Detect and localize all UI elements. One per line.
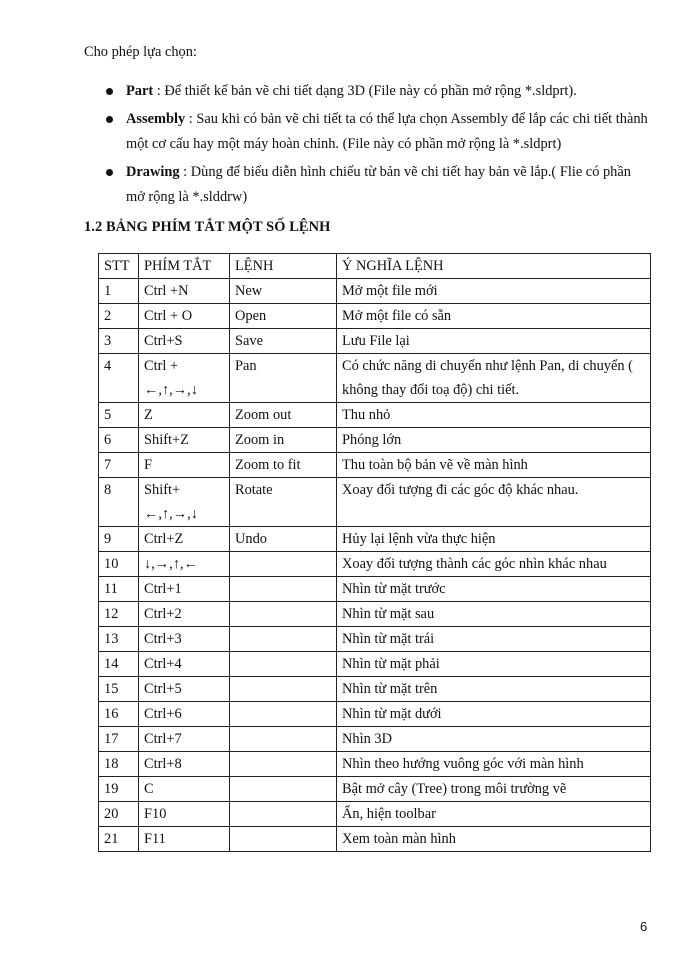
list-item-text: : Dùng để biểu diễn hình chiếu từ bản vẽ chi tiết hay bản vẽ lắp.( Flie có phần mở rộng là *.slddrw) — [126, 164, 631, 205]
cell-command — [230, 827, 337, 852]
section-heading: 1.2 BẢNG PHÍM TẮT MỘT SỐ LỆNH — [84, 219, 331, 235]
table-row — [99, 279, 651, 304]
cell-meaning: Xem toàn màn hình — [337, 827, 651, 852]
cell-meaning: Lưu File lại — [337, 329, 651, 354]
cell-shortcut: Ctrl+3 — [139, 627, 230, 652]
cell-meaning: Có chức năng di chuyển như lệnh Pan, di chuyển ( không thay đổi toạ độ) chi tiết. — [337, 354, 651, 403]
cell-stt: 10 — [99, 552, 139, 577]
cell-stt: 6 — [99, 428, 139, 453]
bullet-icon — [106, 116, 113, 123]
cell-shortcut: ↓,→,↑,← — [139, 552, 230, 577]
cell-command — [230, 677, 337, 702]
cell-command: Zoom to fit — [230, 453, 337, 478]
cell-stt: 20 — [99, 802, 139, 827]
list-item-text: : Sau khi có bản vẽ chi tiết ta có thể lựa chọn Assembly để lắp các chi tiết thành một cơ cấu hay một máy hoàn chỉnh. (File này có phần mở rộng là *.sldprt) — [126, 111, 648, 152]
table-header-row — [99, 254, 651, 279]
cell-meaning: Ẩn, hiện toolbar — [337, 802, 651, 827]
cell-stt: 16 — [99, 702, 139, 727]
cell-meaning: Phóng lớn — [337, 428, 651, 453]
cell-shortcut: Shift+ ←,↑,→,↓ — [139, 478, 230, 527]
table-row — [99, 577, 651, 602]
cell-command: Rotate — [230, 478, 337, 527]
column-header-meaning: Ý NGHĨA LỆNH — [337, 254, 651, 279]
cell-stt: 17 — [99, 727, 139, 752]
table-row — [99, 702, 651, 727]
list-item-term: Assembly — [126, 111, 186, 127]
cell-command — [230, 702, 337, 727]
cell-shortcut: Ctrl+S — [139, 329, 230, 354]
bullet-icon — [106, 88, 113, 95]
table-row — [99, 428, 651, 453]
table-row — [99, 677, 651, 702]
cell-command — [230, 752, 337, 777]
table-body — [99, 279, 651, 852]
cell-command — [230, 777, 337, 802]
cell-command — [230, 727, 337, 752]
cell-stt: 11 — [99, 577, 139, 602]
cell-stt: 13 — [99, 627, 139, 652]
cell-command: Undo — [230, 527, 337, 552]
column-header-command: LỆNH — [230, 254, 337, 279]
table-row — [99, 453, 651, 478]
cell-command — [230, 627, 337, 652]
cell-shortcut: Ctrl+8 — [139, 752, 230, 777]
list-item-text: : Để thiết kế bản vẽ chi tiết dạng 3D (File này có phần mở rộng *.sldprt). — [153, 83, 577, 99]
cell-meaning: Thu toàn bộ bản vẽ về màn hình — [337, 453, 651, 478]
cell-stt: 14 — [99, 652, 139, 677]
table-row — [99, 354, 651, 403]
table-row — [99, 752, 651, 777]
cell-meaning: Mở một file có sẵn — [337, 304, 651, 329]
cell-meaning: Nhìn theo hướng vuông góc với màn hình — [337, 752, 651, 777]
cell-meaning: Nhìn từ mặt phải — [337, 652, 651, 677]
cell-stt: 2 — [99, 304, 139, 329]
cell-stt: 12 — [99, 602, 139, 627]
cell-shortcut: Ctrl + ←,↑,→,↓ — [139, 354, 230, 403]
cell-command — [230, 602, 337, 627]
cell-meaning: Hủy lại lệnh vừa thực hiện — [337, 527, 651, 552]
cell-stt: 3 — [99, 329, 139, 354]
cell-shortcut: F — [139, 453, 230, 478]
cell-stt: 18 — [99, 752, 139, 777]
table-row — [99, 652, 651, 677]
cell-stt: 1 — [99, 279, 139, 304]
shortcut-table — [98, 253, 651, 852]
cell-stt: 7 — [99, 453, 139, 478]
cell-command — [230, 577, 337, 602]
cell-meaning: Xoay đối tượng đi các góc độ khác nhau. — [337, 478, 651, 527]
cell-meaning: Nhìn từ mặt trên — [337, 677, 651, 702]
cell-shortcut: Ctrl+4 — [139, 652, 230, 677]
table-row — [99, 602, 651, 627]
table-row — [99, 552, 651, 577]
table-row — [99, 403, 651, 428]
table-row — [99, 827, 651, 852]
cell-command: Zoom out — [230, 403, 337, 428]
cell-meaning: Nhìn 3D — [337, 727, 651, 752]
cell-meaning: Thu nhỏ — [337, 403, 651, 428]
list-item-term: Part — [126, 83, 154, 99]
cell-shortcut: Ctrl+5 — [139, 677, 230, 702]
cell-stt: 21 — [99, 827, 139, 852]
cell-command — [230, 802, 337, 827]
cell-shortcut: Shift+Z — [139, 428, 230, 453]
list-item-term: Drawing — [126, 164, 180, 180]
cell-meaning: Mở một file mới — [337, 279, 651, 304]
table-row — [99, 727, 651, 752]
table-row — [99, 304, 651, 329]
list-item — [106, 107, 651, 157]
cell-command: Save — [230, 329, 337, 354]
cell-command — [230, 552, 337, 577]
table-row — [99, 627, 651, 652]
table-row — [99, 478, 651, 527]
cell-command: Zoom in — [230, 428, 337, 453]
document-type-list — [106, 79, 651, 213]
cell-shortcut: Ctrl +N — [139, 279, 230, 304]
list-item — [106, 160, 651, 210]
cell-shortcut: Ctrl + O — [139, 304, 230, 329]
cell-meaning: Nhìn từ mặt trái — [337, 627, 651, 652]
cell-stt: 9 — [99, 527, 139, 552]
cell-command: Pan — [230, 354, 337, 403]
column-header-stt: STT — [99, 254, 139, 279]
cell-shortcut: Ctrl+6 — [139, 702, 230, 727]
cell-meaning: Nhìn từ mặt sau — [337, 602, 651, 627]
cell-meaning: Xoay đối tượng thành các góc nhìn khác nhau — [337, 552, 651, 577]
cell-stt: 8 — [99, 478, 139, 527]
cell-shortcut: Ctrl+7 — [139, 727, 230, 752]
cell-stt: 19 — [99, 777, 139, 802]
cell-shortcut: F11 — [139, 827, 230, 852]
cell-meaning: Bật mở cây (Tree) trong môi trường vẽ — [337, 777, 651, 802]
column-header-shortcut: PHÍM TẮT — [139, 254, 230, 279]
cell-command: Open — [230, 304, 337, 329]
cell-meaning: Nhìn từ mặt dưới — [337, 702, 651, 727]
cell-stt: 5 — [99, 403, 139, 428]
list-item — [106, 79, 651, 104]
cell-command: New — [230, 279, 337, 304]
cell-meaning: Nhìn từ mặt trước — [337, 577, 651, 602]
table-row — [99, 527, 651, 552]
cell-shortcut: Ctrl+1 — [139, 577, 230, 602]
cell-shortcut: F10 — [139, 802, 230, 827]
cell-command — [230, 652, 337, 677]
cell-stt: 15 — [99, 677, 139, 702]
cell-shortcut: C — [139, 777, 230, 802]
cell-shortcut: Z — [139, 403, 230, 428]
table-row — [99, 777, 651, 802]
table-row — [99, 802, 651, 827]
cell-stt: 4 — [99, 354, 139, 403]
table-row — [99, 329, 651, 354]
intro-text: Cho phép lựa chọn: — [84, 44, 197, 60]
page-number: 6 — [640, 919, 648, 934]
bullet-icon — [106, 169, 113, 176]
cell-shortcut: Ctrl+2 — [139, 602, 230, 627]
cell-shortcut: Ctrl+Z — [139, 527, 230, 552]
